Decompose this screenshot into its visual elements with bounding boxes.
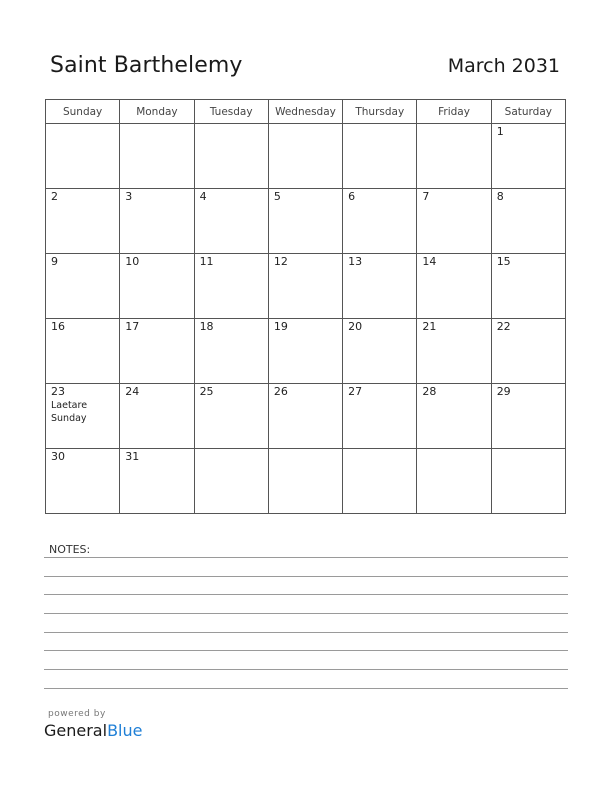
- day-number: 25: [199, 385, 214, 398]
- day-cell: [268, 124, 342, 189]
- day-number: 21: [422, 320, 437, 333]
- notes-line: [44, 557, 568, 558]
- day-number: [46, 124, 119, 125]
- weekday-header-row: [46, 100, 566, 124]
- day-number: 30: [51, 450, 65, 463]
- notes-line: [44, 613, 568, 614]
- week-row: [46, 254, 566, 319]
- day-cell: [417, 449, 491, 514]
- day-number: 10: [125, 255, 140, 268]
- day-cell: [46, 189, 120, 254]
- day-cell: [46, 319, 120, 384]
- week-row: [46, 449, 566, 514]
- day-number: 3: [125, 190, 133, 203]
- month-label: March 2031: [447, 55, 560, 77]
- day-number: 18: [199, 320, 214, 333]
- day-cell: [417, 384, 491, 449]
- weekday-sunday: Sunday: [46, 100, 120, 124]
- day-cell: [268, 319, 342, 384]
- day-number: [195, 124, 268, 125]
- calendar-title: Saint Barthelemy: [50, 53, 243, 78]
- weekday-friday: Friday: [417, 100, 491, 124]
- day-cell: [343, 449, 417, 514]
- day-cell: [343, 384, 417, 449]
- notes-line: [44, 688, 568, 689]
- holiday-label: Laetare Sunday: [51, 400, 88, 424]
- day-cell: [268, 449, 342, 514]
- day-cell: [120, 124, 194, 189]
- day-number: [492, 449, 565, 450]
- day-cell: [417, 189, 491, 254]
- day-number: 19: [273, 320, 288, 333]
- day-number: 31: [125, 450, 140, 463]
- day-number: [343, 124, 416, 125]
- day-number: 6: [348, 190, 356, 203]
- day-cell: [343, 124, 417, 189]
- day-number: 24: [125, 385, 140, 398]
- day-cell: [194, 319, 268, 384]
- day-number: [417, 449, 490, 450]
- day-number: 4: [199, 190, 207, 203]
- day-cell: [194, 189, 268, 254]
- day-number: 28: [422, 385, 437, 398]
- day-cell: [491, 449, 565, 514]
- day-number: [269, 124, 342, 125]
- day-cell: [194, 254, 268, 319]
- week-row: [46, 189, 566, 254]
- day-cell: [194, 384, 268, 449]
- day-cell: [194, 124, 268, 189]
- day-number: 16: [51, 320, 65, 333]
- day-number: 14: [422, 255, 437, 268]
- day-cell: [491, 319, 565, 384]
- day-cell: [343, 319, 417, 384]
- notes-line: [44, 594, 568, 595]
- weekday-monday: Monday: [120, 100, 194, 124]
- day-cell: [120, 384, 194, 449]
- day-cell: [491, 254, 565, 319]
- day-number: 29: [496, 385, 511, 398]
- day-number: 23: [51, 385, 65, 398]
- weekday-wednesday: Wednesday: [268, 100, 342, 124]
- day-number: 2: [51, 190, 58, 203]
- day-cell: [343, 254, 417, 319]
- day-cell: [417, 124, 491, 189]
- day-cell: [417, 319, 491, 384]
- day-cell: [268, 254, 342, 319]
- day-number: [195, 449, 268, 450]
- day-number: 13: [348, 255, 363, 268]
- day-number: 5: [273, 190, 281, 203]
- day-number: 8: [496, 190, 504, 203]
- day-cell: [120, 449, 194, 514]
- day-number: 9: [51, 255, 58, 268]
- notes-line: [44, 632, 568, 633]
- day-cell: [268, 384, 342, 449]
- day-number: [269, 449, 342, 450]
- weekday-thursday: Thursday: [343, 100, 417, 124]
- day-cell: [46, 254, 120, 319]
- week-row: [46, 124, 566, 189]
- brand-general: General: [44, 721, 108, 740]
- day-cell: [120, 189, 194, 254]
- day-number: 1: [496, 125, 504, 138]
- day-cell: [120, 319, 194, 384]
- day-cell: [46, 124, 120, 189]
- day-cell: [194, 449, 268, 514]
- day-number: 11: [199, 255, 214, 268]
- day-cell: [491, 124, 565, 189]
- day-number: 26: [273, 385, 288, 398]
- day-number: 12: [273, 255, 288, 268]
- day-number: 22: [496, 320, 511, 333]
- day-cell: [120, 254, 194, 319]
- day-cell: [491, 384, 565, 449]
- day-number: 17: [125, 320, 140, 333]
- week-row: [46, 319, 566, 384]
- day-number: 27: [348, 385, 363, 398]
- day-number: [417, 124, 490, 125]
- day-number: [120, 124, 193, 125]
- notes-line: [44, 576, 568, 577]
- day-number: 15: [496, 255, 511, 268]
- day-cell: [491, 189, 565, 254]
- day-number: 7: [422, 190, 430, 203]
- day-cell: [46, 449, 120, 514]
- week-row: [46, 384, 566, 449]
- powered-by-label: powered by: [48, 709, 106, 719]
- day-cell: [343, 189, 417, 254]
- day-number: 20: [348, 320, 363, 333]
- calendar-grid: [45, 99, 566, 514]
- weekday-tuesday: Tuesday: [194, 100, 268, 124]
- notes-label: NOTES:: [49, 543, 91, 556]
- day-cell: [268, 189, 342, 254]
- day-cell: [417, 254, 491, 319]
- brand-blue: Blue: [107, 721, 143, 740]
- day-cell: [46, 384, 120, 449]
- notes-line: [44, 650, 568, 651]
- generalblue-logo: [44, 721, 142, 740]
- weekday-saturday: Saturday: [491, 100, 565, 124]
- day-number: [343, 449, 416, 450]
- notes-line: [44, 669, 568, 670]
